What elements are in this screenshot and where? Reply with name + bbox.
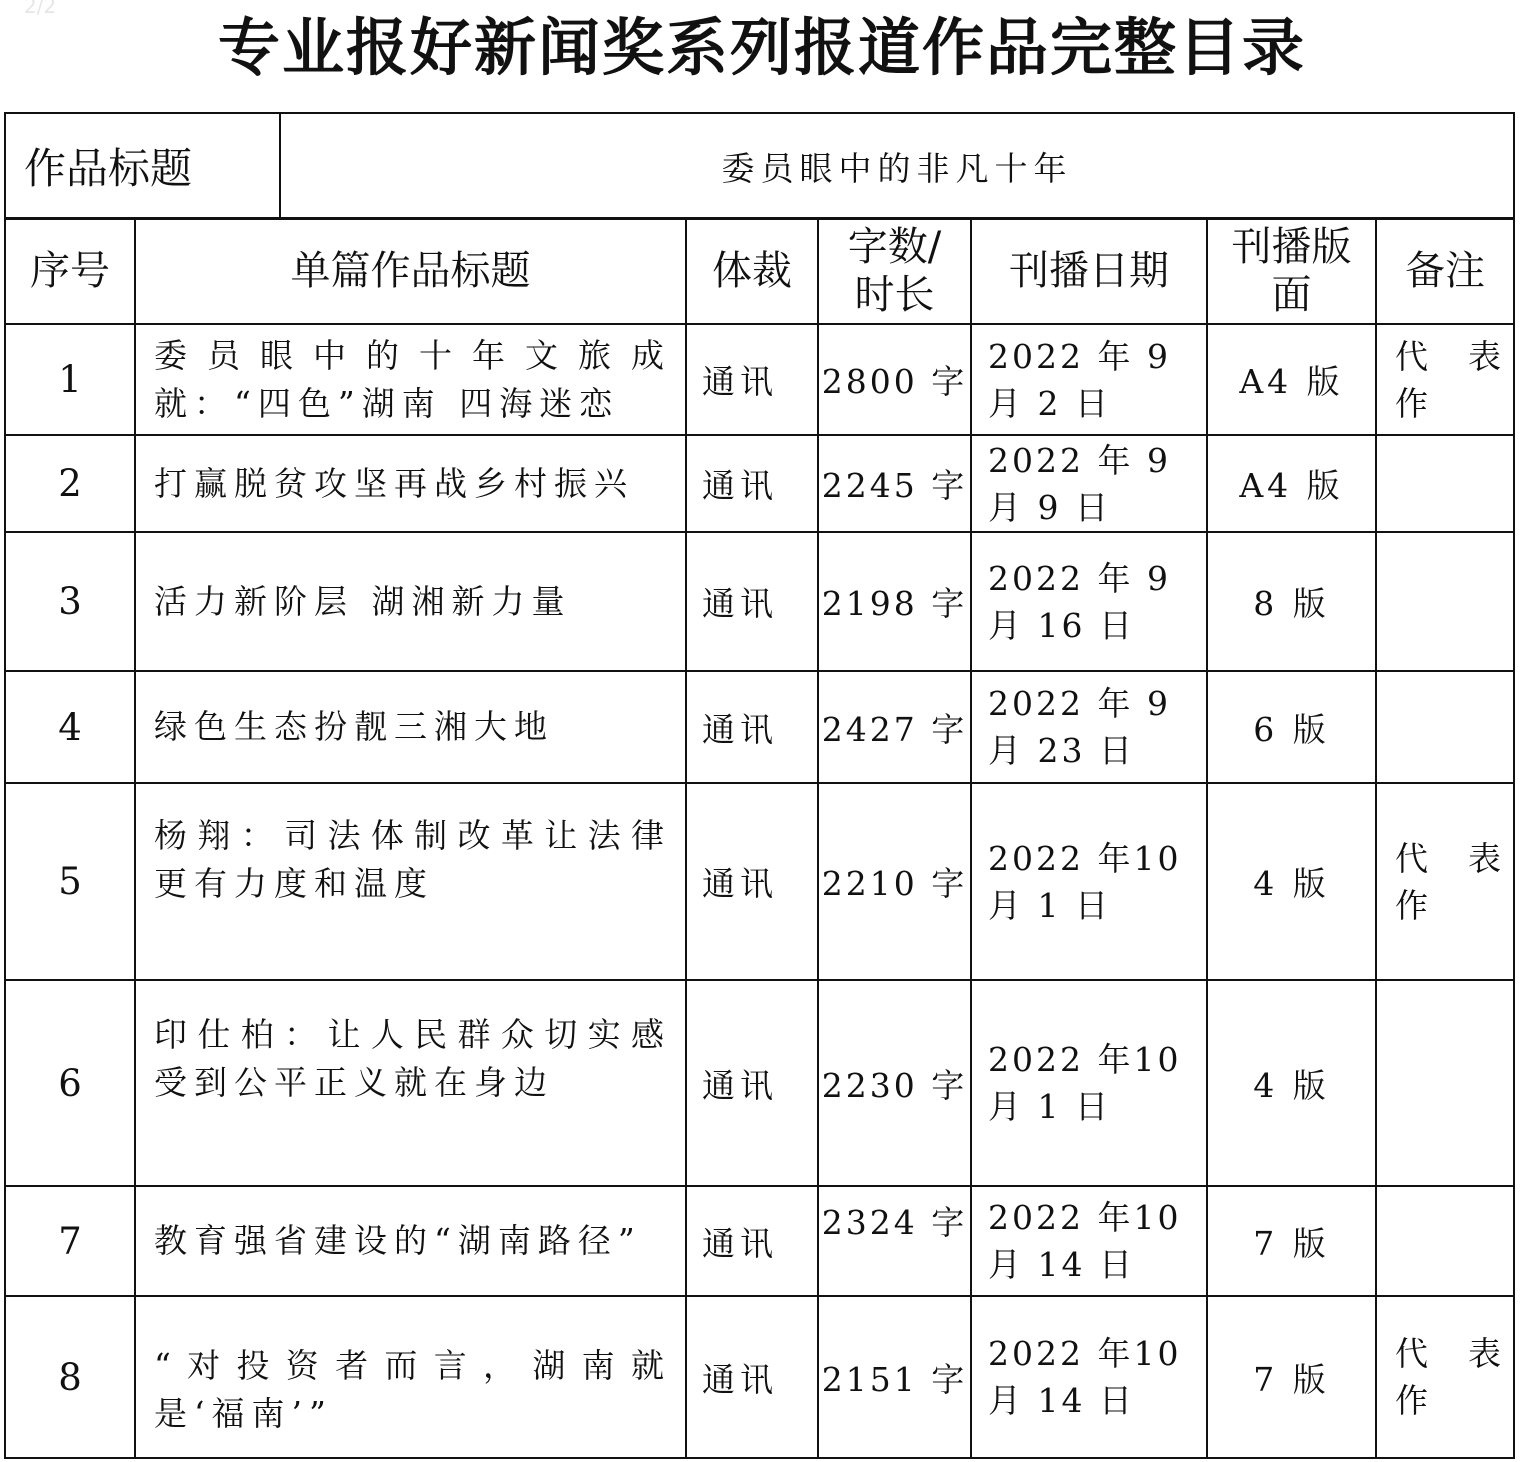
row-count: 2245 字 bbox=[818, 435, 971, 532]
header-genre: 体裁 bbox=[686, 218, 818, 324]
row-date: 2022 年10 月 1 日 bbox=[971, 783, 1207, 980]
row-count: 2151 字 bbox=[818, 1296, 971, 1458]
table-header-row bbox=[5, 218, 1514, 324]
header-date: 刊播日期 bbox=[971, 218, 1207, 324]
table-row bbox=[5, 783, 1514, 980]
row-title: “对投资者而言，湖南就是‘福南’” bbox=[135, 1296, 686, 1458]
row-page: A4 版 bbox=[1207, 324, 1376, 435]
header-count-line2: 时长 bbox=[854, 272, 935, 318]
work-title-row bbox=[5, 113, 1514, 219]
row-date: 2022 年10 月 14 日 bbox=[971, 1296, 1207, 1458]
row-genre: 通讯 bbox=[686, 324, 818, 435]
row-genre: 通讯 bbox=[686, 1186, 818, 1296]
row-title: 绿色生态扮靓三湘大地 bbox=[135, 671, 686, 783]
row-seq: 7 bbox=[5, 1186, 135, 1296]
row-seq: 6 bbox=[5, 980, 135, 1186]
row-page: 7 版 bbox=[1207, 1186, 1376, 1296]
row-note bbox=[1376, 1296, 1514, 1458]
row-date: 2022 年 9 月 9 日 bbox=[971, 435, 1207, 532]
header-seq: 序号 bbox=[5, 218, 135, 324]
row-note bbox=[1376, 324, 1514, 435]
table-row bbox=[5, 1186, 1514, 1296]
row-date: 2022 年 9 月 2 日 bbox=[971, 324, 1207, 435]
header-count-line1: 字数/ bbox=[847, 224, 942, 270]
row-title: 活力新阶层 湖湘新力量 bbox=[135, 532, 686, 671]
work-title-table bbox=[4, 112, 1515, 220]
row-date: 2022 年10 月 14 日 bbox=[971, 1186, 1207, 1296]
entries-table bbox=[4, 217, 1515, 1459]
row-count: 2198 字 bbox=[818, 532, 971, 671]
row-genre: 通讯 bbox=[686, 671, 818, 783]
header-count bbox=[818, 218, 971, 324]
table-row bbox=[5, 324, 1514, 435]
header-page bbox=[1207, 218, 1376, 324]
row-note bbox=[1376, 532, 1514, 671]
row-seq: 3 bbox=[5, 532, 135, 671]
work-title-value: 委员眼中的非凡十年 bbox=[280, 113, 1514, 219]
row-genre: 通讯 bbox=[686, 435, 818, 532]
row-note bbox=[1376, 435, 1514, 532]
row-genre: 通讯 bbox=[686, 980, 818, 1186]
row-note bbox=[1376, 1186, 1514, 1296]
table-row bbox=[5, 1296, 1514, 1458]
row-seq: 2 bbox=[5, 435, 135, 532]
row-seq: 1 bbox=[5, 324, 135, 435]
row-title: 教育强省建设的“湖南路径” bbox=[135, 1186, 686, 1296]
row-note-line1: 代 表 bbox=[1395, 838, 1501, 878]
row-note-line1: 代 表 bbox=[1395, 336, 1501, 376]
row-title: 印仕柏：让人民群众切实感受到公平正义就在身边 bbox=[135, 980, 686, 1186]
row-seq: 5 bbox=[5, 783, 135, 980]
row-date: 2022 年 9 月 16 日 bbox=[971, 532, 1207, 671]
header-title: 单篇作品标题 bbox=[135, 218, 686, 324]
row-seq: 4 bbox=[5, 671, 135, 783]
row-page: 4 版 bbox=[1207, 783, 1376, 980]
row-page: 8 版 bbox=[1207, 532, 1376, 671]
table-row bbox=[5, 435, 1514, 532]
row-page: 6 版 bbox=[1207, 671, 1376, 783]
row-seq: 8 bbox=[5, 1296, 135, 1458]
row-genre: 通讯 bbox=[686, 783, 818, 980]
row-genre: 通讯 bbox=[686, 1296, 818, 1458]
header-page-line1: 刊播版 bbox=[1231, 224, 1352, 270]
row-count: 2210 字 bbox=[818, 783, 971, 980]
row-count: 2800 字 bbox=[818, 324, 971, 435]
work-title-label: 作品标题 bbox=[5, 113, 280, 219]
row-page: A4 版 bbox=[1207, 435, 1376, 532]
table-row bbox=[5, 980, 1514, 1186]
table-row bbox=[5, 532, 1514, 671]
row-count: 2230 字 bbox=[818, 980, 971, 1186]
table-row bbox=[5, 671, 1514, 783]
row-page: 7 版 bbox=[1207, 1296, 1376, 1458]
row-count: 2427 字 bbox=[818, 671, 971, 783]
row-title: 打赢脱贫攻坚再战乡村振兴 bbox=[135, 435, 686, 532]
row-note bbox=[1376, 671, 1514, 783]
document-title: 专业报好新闻奖系列报道作品完整目录 bbox=[217, 11, 1306, 84]
row-note-line2: 作 bbox=[1395, 885, 1428, 925]
row-note-line2: 作 bbox=[1395, 383, 1428, 423]
row-title: 委员眼中的十年文旅成就：“四色”湖南 四海迷恋 bbox=[135, 324, 686, 435]
page-number: 2/2 bbox=[24, 0, 57, 18]
row-page: 4 版 bbox=[1207, 980, 1376, 1186]
row-date: 2022 年10 月 1 日 bbox=[971, 980, 1207, 1186]
row-note-line2: 作 bbox=[1395, 1381, 1428, 1420]
header-page-line2: 面 bbox=[1271, 272, 1312, 318]
row-title: 杨翔：司法体制改革让法律更有力度和温度 bbox=[135, 783, 686, 980]
header-note: 备注 bbox=[1376, 218, 1514, 324]
row-note bbox=[1376, 783, 1514, 980]
row-note bbox=[1376, 980, 1514, 1186]
row-genre: 通讯 bbox=[686, 532, 818, 671]
row-count: 2324 字 bbox=[818, 1186, 971, 1296]
row-date: 2022 年 9 月 23 日 bbox=[971, 671, 1207, 783]
row-note-line1: 代 表 bbox=[1395, 1334, 1501, 1373]
